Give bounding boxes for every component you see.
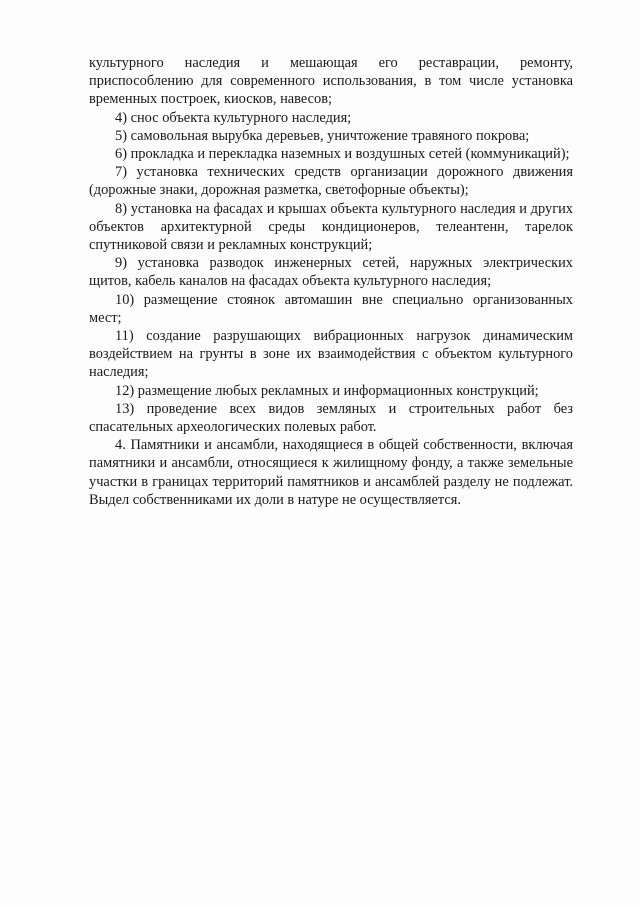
paragraph-continuation: культурного наследия и мешающая его реставрации, ремонту, приспособлению для современного использования, в том числе установка временных построек, киосков, навесов; xyxy=(89,55,573,108)
paragraph-item-7: 7) установка технических средств организации дорожного движения (дорожные знаки, дорожная разметка, светофорные объекты); xyxy=(89,164,573,199)
paragraph-item-9: 9) установка разводок инженерных сетей, наружных электрических щитов, кабель каналов на фасадах объекта культурного наследия; xyxy=(89,255,573,290)
paragraph-item-13: 13) проведение всех видов земляных и строительных работ без спасательных археологических полевых работ. xyxy=(89,400,573,436)
paragraph-item-5: 5) самовольная вырубка деревьев, уничтожение травяного покрова; xyxy=(115,127,530,144)
paragraph-section-4: 4. Памятники и ансамбли, находящиеся в общей собственности, включая памятники и ансамбли, относящиеся к жилищному фонду, а также земельные участки в границах территорий памятников и ансамблей разделу не подлежат. Выдел собственниками их доли в натуре не осуществляется. xyxy=(89,437,573,508)
document-body xyxy=(89,54,573,509)
paragraph-item-11: 11) создание разрушающих вибрационных нагрузок динамическим воздействием на грунты в зоне их взаимодействия с объектом культурного наследия; xyxy=(89,328,573,381)
paragraph-item-6: 6) прокладка и перекладка наземных и воздушных сетей (коммуникаций); xyxy=(115,146,570,163)
paragraph-item-4: 4) снос объекта культурного наследия; xyxy=(115,109,352,126)
paragraph-item-10: 10) размещение стоянок автомашин вне специально организованных мест; xyxy=(89,291,573,326)
paragraph-item-12: 12) размещение любых рекламных и информационных конструкций; xyxy=(115,382,539,399)
paragraph-item-8: 8) установка на фасадах и крышах объекта культурного наследия и других объектов архитектурной среды кондиционеров, телеантенн, тарелок спутниковой связи и рекламных конструкций; xyxy=(89,200,573,254)
